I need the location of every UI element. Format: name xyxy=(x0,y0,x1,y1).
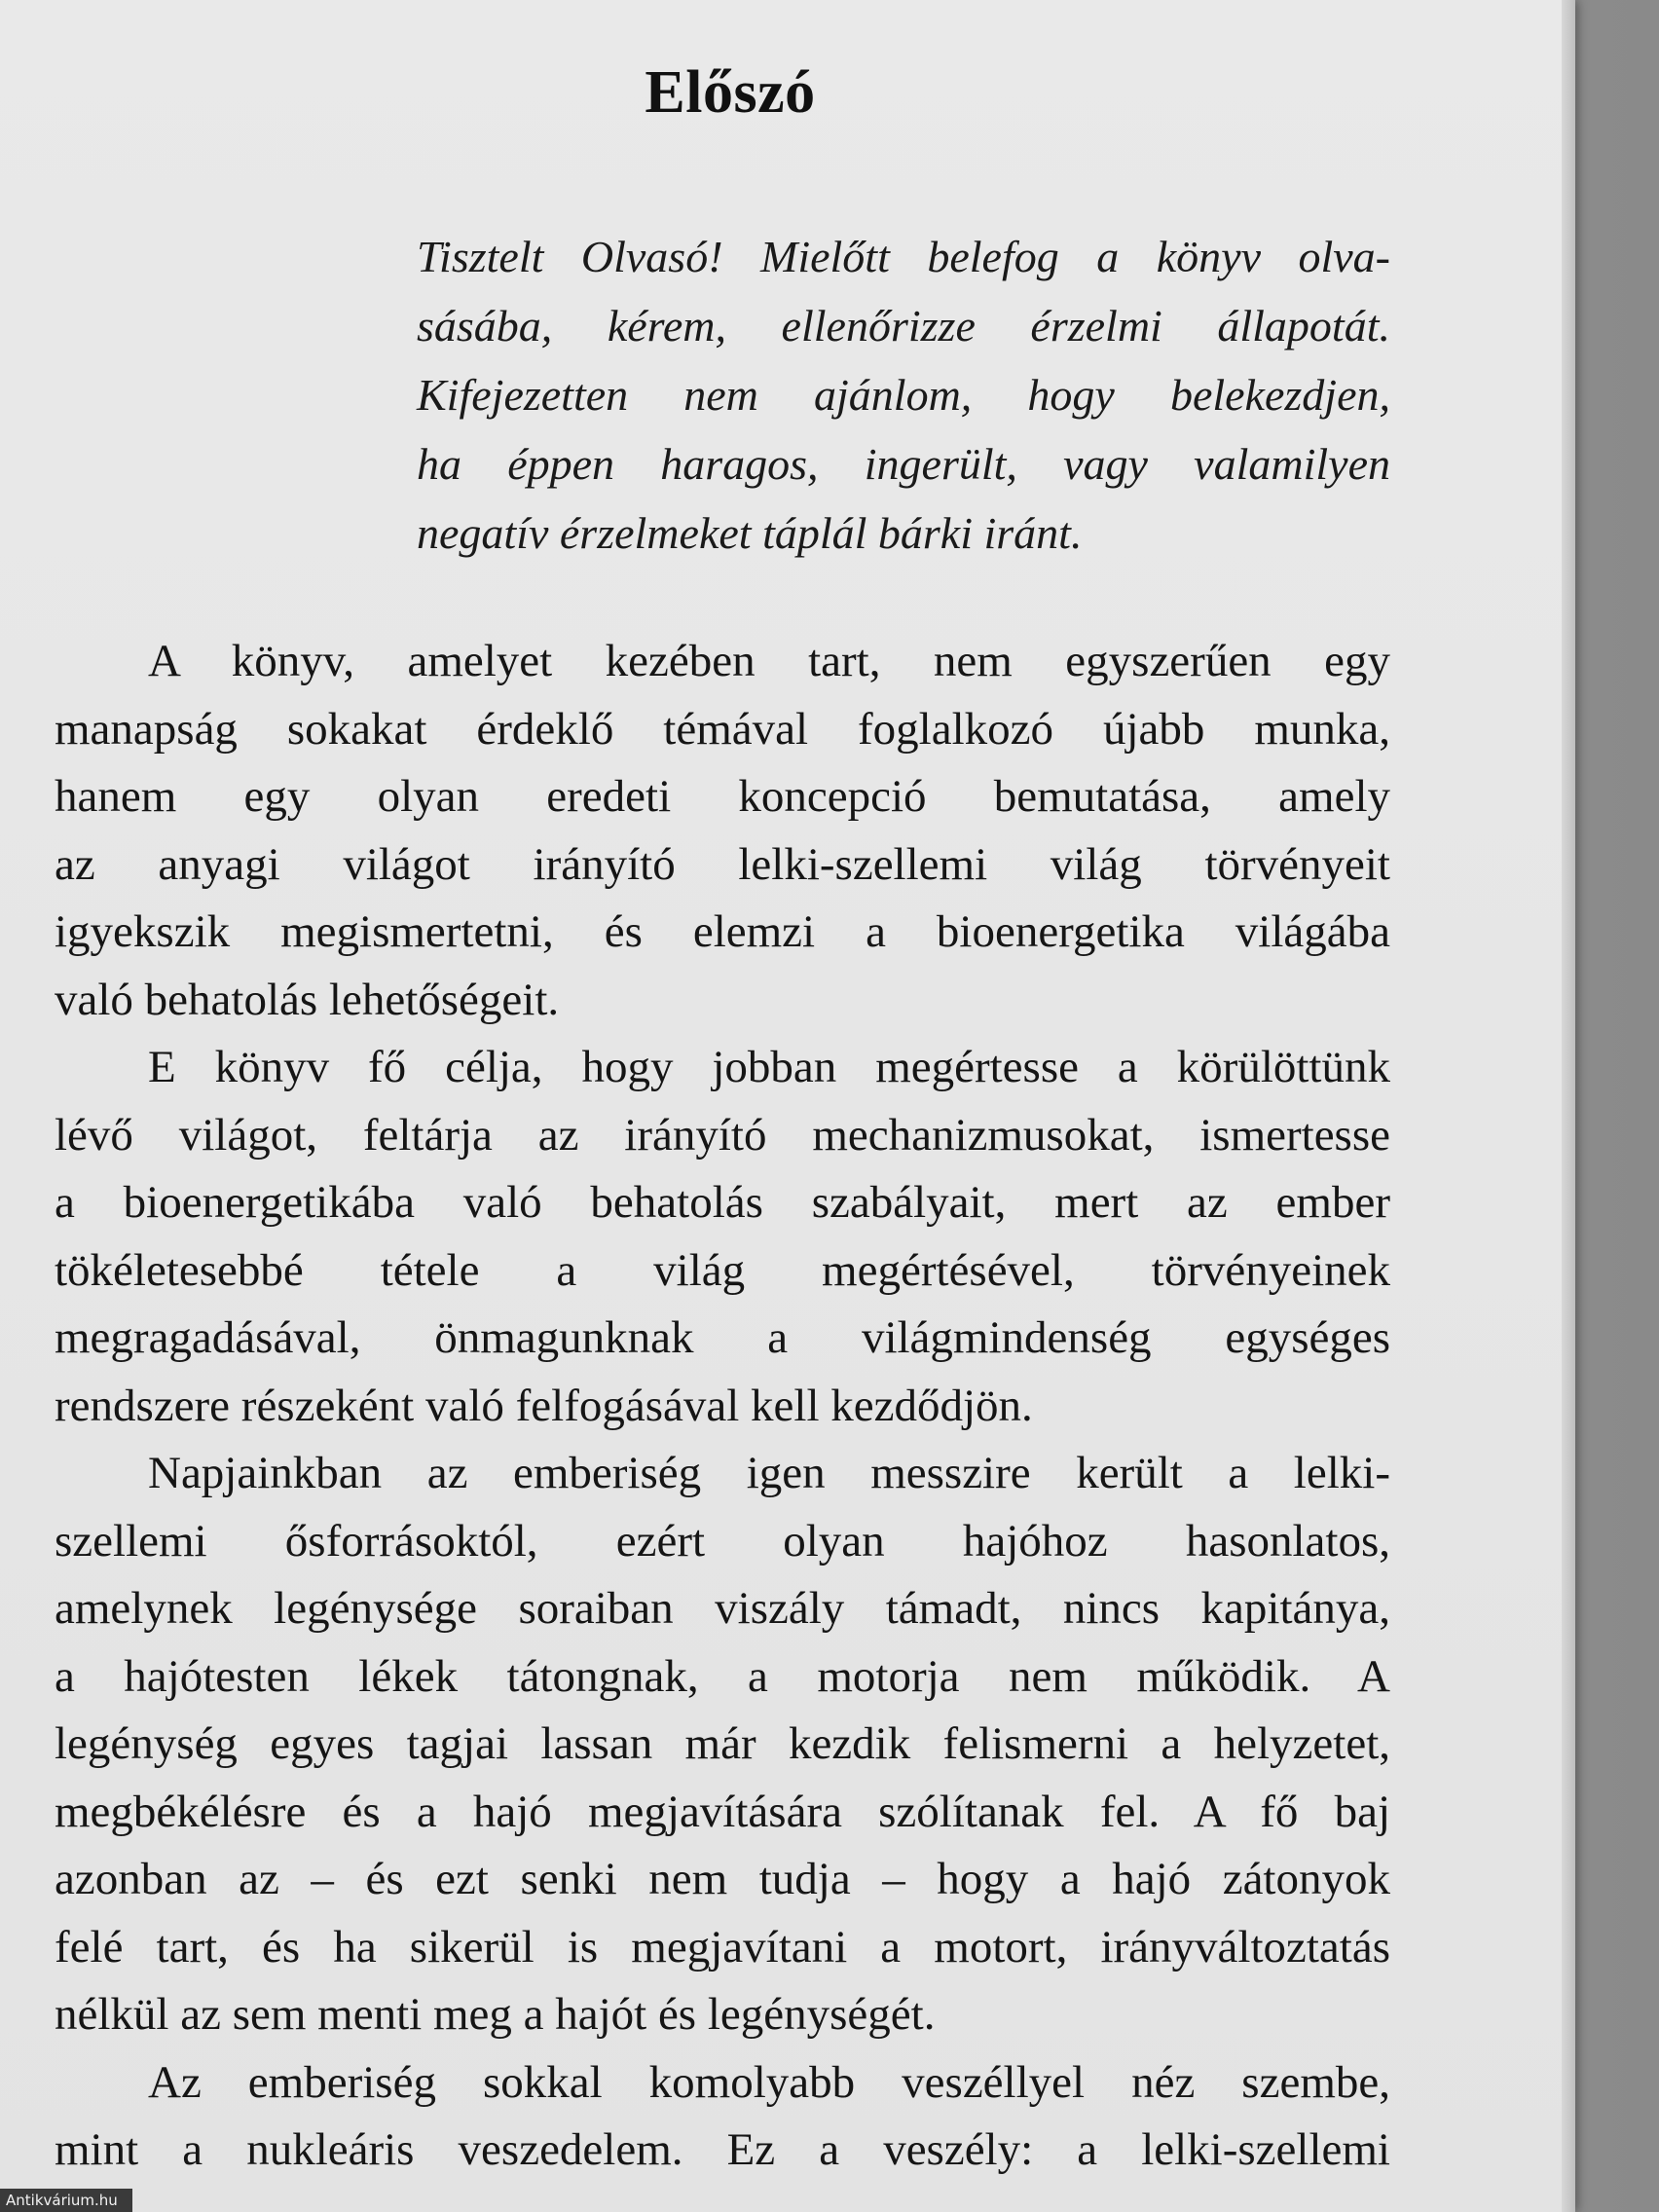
page-title: Előszó xyxy=(645,58,816,126)
paragraph xyxy=(55,1034,1390,1440)
text-line: szellemi ősforrásoktól, ezért olyan hajóhoz hasonlatos, xyxy=(55,1515,1390,1567)
text-line: E könyv fő célja, hogy jobban megértesse a körülöttünk xyxy=(148,1042,1390,1092)
text-line: megragadásával, önmagunknak a világmindenség egységes xyxy=(55,1312,1390,1363)
epigraph-line: Tisztelt Olvasó! Mielőtt belefog a könyv olva- xyxy=(417,232,1390,281)
paragraph xyxy=(55,1440,1390,2049)
text-line: mint a nukleáris veszedelem. Ez a veszély: a lelki-szellemi xyxy=(55,2124,1390,2175)
epigraph xyxy=(417,222,1390,568)
text-line: való behatolás lehetőségeit. xyxy=(55,974,560,1025)
text-line: amelynek legénysége soraiban viszály támadt, nincs kapitánya, xyxy=(55,1583,1390,1634)
text-line: az anyagi világot irányító lelki-szellemi világ törvényeit xyxy=(55,838,1390,890)
text-line: felé tart, és ha sikerül is megjavítani a motort, irányváltoztatás xyxy=(55,1921,1390,1972)
paragraph xyxy=(55,2049,1390,2185)
text-line: rendszere részeként való felfogásával kell kezdődjön. xyxy=(55,1380,1033,1431)
text-line: lévő világot, feltárja az irányító mechanizmusokat, ismertesse xyxy=(55,1109,1390,1161)
text-line: Az emberiség sokkal komolyabb veszéllyel néz szembe, xyxy=(148,2056,1390,2108)
watermark: Antikvárium.hu xyxy=(0,2189,132,2212)
epigraph-line: sásába, kérem, ellenőrizze érzelmi állapotát. xyxy=(417,301,1390,350)
epigraph-line: Kifejezetten nem ajánlom, hogy belekezdjen, xyxy=(417,370,1390,420)
text-line: azonban az – és ezt senki nem tudja – hogy a hajó zátonyok xyxy=(55,1854,1390,1904)
text-line: a bioenergetikába való behatolás szabályait, mert az ember xyxy=(55,1177,1390,1228)
text-line: igyekszik megismertetni, és elemzi a bioenergetika világába xyxy=(55,906,1390,957)
epigraph-line: ha éppen haragos, ingerült, vagy valamilyen xyxy=(417,439,1390,489)
text-line: hanem egy olyan eredeti koncepció bemutatása, amely xyxy=(55,771,1390,822)
text-line: tökéletesebbé tétele a világ megértésével, törvényeinek xyxy=(55,1244,1390,1296)
text-line: a hajótesten lékek tátongnak, a motorja nem működik. A xyxy=(55,1650,1390,1702)
epigraph-line: negatív érzelmeket táplál bárki iránt. xyxy=(417,508,1083,558)
text-line: nélkül az sem menti meg a hajót és legénységét. xyxy=(55,1989,936,2040)
text-line: Napjainkban az emberiség igen messzire került a lelki- xyxy=(148,1448,1390,1498)
text-line: megbékélésre és a hajó megjavítására szólítanak fel. A fő baj xyxy=(55,1786,1390,1837)
text-line: legénység egyes tagjai lassan már kezdik felismerni a helyzetet, xyxy=(55,1718,1390,1769)
page-edge xyxy=(1562,0,1575,2212)
paragraph xyxy=(55,628,1390,1034)
text-line: manapság sokakat érdeklő témával foglalkozó újabb munka, xyxy=(55,703,1390,755)
body-text xyxy=(55,628,1390,2185)
text-line: A könyv, amelyet kezében tart, nem egyszerűen egy xyxy=(148,636,1390,686)
